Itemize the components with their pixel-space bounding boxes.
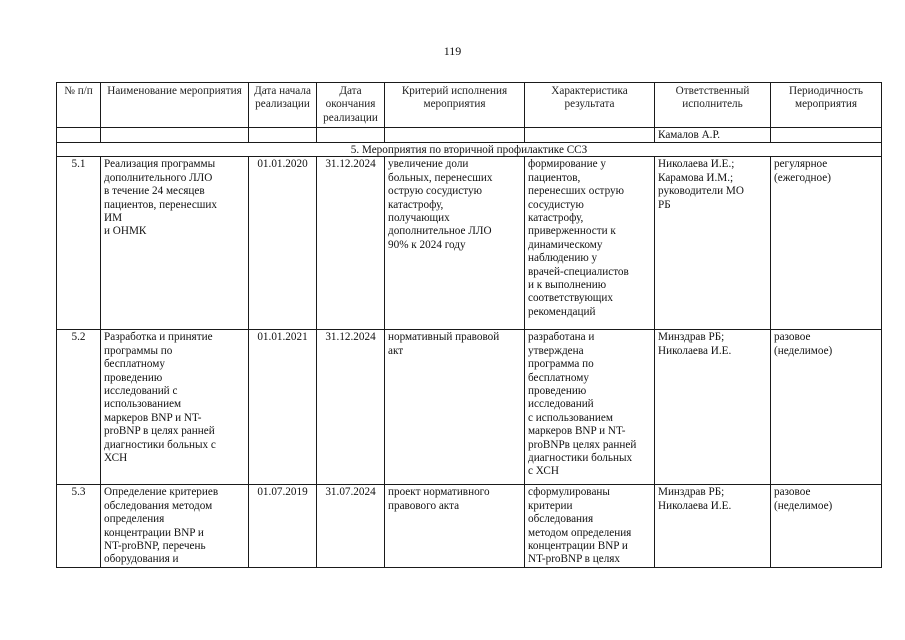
table-row	[57, 330, 882, 485]
header-row	[57, 83, 882, 128]
blank-cell	[385, 128, 525, 143]
section-title: 5. Мероприятия по вторичной профилактике ССЗ	[57, 143, 882, 157]
blank-cell	[101, 128, 249, 143]
row-end-date: 31.07.2024	[317, 485, 385, 567]
row-start-date: 01.01.2020	[249, 157, 317, 330]
row-periodicity: регулярное (ежегодное)	[771, 157, 882, 330]
row-num: 5.3	[57, 485, 101, 567]
row-criterion: проект нормативного правового акта	[385, 485, 525, 567]
row-num: 5.2	[57, 330, 101, 485]
continuation-row	[57, 128, 882, 143]
header-responsible: Ответственный исполнитель	[655, 83, 771, 128]
blank-cell	[771, 128, 882, 143]
row-result: разработана и утверждена программа по бесплатному проведению исследований с использованием маркеров BNP и NT- proBNPв целях ранней диагностики больных с ХСН	[525, 330, 655, 485]
header-start: Дата начала реализации	[249, 83, 317, 128]
row-periodicity: разовое (неделимое)	[771, 330, 882, 485]
row-criterion: увеличение доли больных, перенесших острую сосудистую катастрофу, получающих дополнительное ЛЛО 90% к 2024 году	[385, 157, 525, 330]
header-name: Наименование мероприятия	[101, 83, 249, 128]
row-result: сформулированы критерии обследования методом определения концентрации BNP и NT-proBNP в целях	[525, 485, 655, 567]
row-num: 5.1	[57, 157, 101, 330]
measures-table	[56, 82, 882, 568]
blank-cell	[525, 128, 655, 143]
row-end-date: 31.12.2024	[317, 330, 385, 485]
header-result: Характеристика результата	[525, 83, 655, 128]
continuation-responsible: Камалов А.Р.	[655, 128, 771, 143]
row-start-date: 01.01.2021	[249, 330, 317, 485]
table-row	[57, 485, 882, 567]
blank-cell	[249, 128, 317, 143]
row-periodicity: разовое (неделимое)	[771, 485, 882, 567]
row-responsible: Николаева И.Е.; Карамова И.М.; руководители МО РБ	[655, 157, 771, 330]
row-responsible: Минздрав РБ; Николаева И.Е.	[655, 330, 771, 485]
page-number: 119	[443, 44, 462, 58]
header-criterion: Критерий исполнения мероприятия	[385, 83, 525, 128]
blank-cell	[57, 128, 101, 143]
row-name: Реализация программы дополнительного ЛЛО в течение 24 месяцев пациентов, перенесших ИМ и ОНМК	[101, 157, 249, 330]
row-name: Разработка и принятие программы по бесплатному проведению исследований с использованием маркеров BNP и NT- proBNP в целях ранней диагностики больных с ХСН	[101, 330, 249, 485]
section-row	[57, 143, 882, 157]
blank-cell	[317, 128, 385, 143]
row-end-date: 31.12.2024	[317, 157, 385, 330]
row-name: Определение критериев обследования методом определения концентрации BNP и NT-proBNP, перечень оборудования и	[101, 485, 249, 567]
row-result: формирование у пациентов, перенесших острую сосудистую катастрофу, приверженности к динамическому наблюдению у врачей-специалистов и к выполнению соответствующих рекомендаций	[525, 157, 655, 330]
header-periodicity: Периодичность мероприятия	[771, 83, 882, 128]
row-responsible: Минздрав РБ; Николаева И.Е.	[655, 485, 771, 567]
row-start-date: 01.07.2019	[249, 485, 317, 567]
table-row	[57, 157, 882, 330]
row-criterion: нормативный правовой акт	[385, 330, 525, 485]
header-num: № п/п	[57, 83, 101, 128]
header-end: Дата окончания реализации	[317, 83, 385, 128]
